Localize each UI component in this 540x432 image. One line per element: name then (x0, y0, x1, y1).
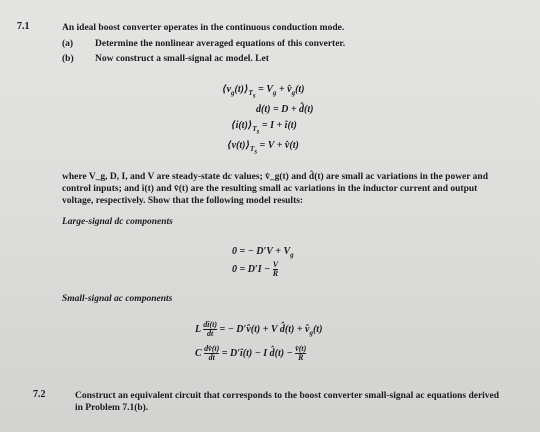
definition-v: $⟨v(t)⟩_{T_s} = V$ + v̂(t) (227, 140, 299, 156)
part-a-label: (a) (62, 39, 74, 49)
small-signal-heading: Small-signal ac components (62, 294, 173, 304)
where-line-2: control inputs; and î(t) and v̂(t) are the resulting small ac variations in the inductor current and output (62, 184, 478, 194)
problem-intro: An ideal boost converter operates in the continuous conduction mode. (62, 23, 345, 33)
part-b-label: (b) (62, 54, 74, 64)
large-signal-heading: Large-signal dc components (62, 217, 173, 227)
part-b-text: Now construct a small-signal ac model. Let (95, 54, 269, 64)
problem-number-7-1: 7.1 (17, 21, 30, 32)
problem-number-7-2: 7.2 (33, 389, 46, 400)
definition-vg: $⟨v_g(t)⟩_{T_s} = V_g$ + $v̂_g(t)$ (222, 84, 305, 100)
definition-i: $⟨i(t)⟩_{T_s} = I$ + î(t) (231, 120, 297, 136)
large-signal-eq-2: 0 = D′I − $\frac{V}{R}$ (232, 260, 279, 278)
small-signal-eq-1: L $\frac{dî(t)}{dt}$ = − D′v̂(t) + V d̂(t) + $v̂_g(t)$ (195, 320, 323, 338)
where-line-3: voltage, respectively. Show that the following model results: (62, 196, 304, 206)
definition-d: d(t) = D + d̂(t) (256, 104, 314, 115)
where-line-1: where V_g, D, I, and V are steady-state dc values; v̂_g(t) and d̂(t) are small ac variations in the power and (62, 172, 489, 182)
problem-7-2-line-1: Construct an equivalent circuit that corresponds to the boost converter small-signal ac equations derived (75, 391, 500, 401)
large-signal-eq-1: 0 = − $D'V + V_g$ (232, 246, 294, 259)
problem-7-2-line-2: in Problem 7.1(b). (75, 403, 149, 413)
part-a-text: Determine the nonlinear averaged equations of this converter. (95, 39, 346, 49)
small-signal-eq-2: C $\frac{dv̂(t)}{dt}$ = D′î(t) − I d̂(t) − $\frac{v̂(t)}{R}$ (195, 344, 307, 362)
